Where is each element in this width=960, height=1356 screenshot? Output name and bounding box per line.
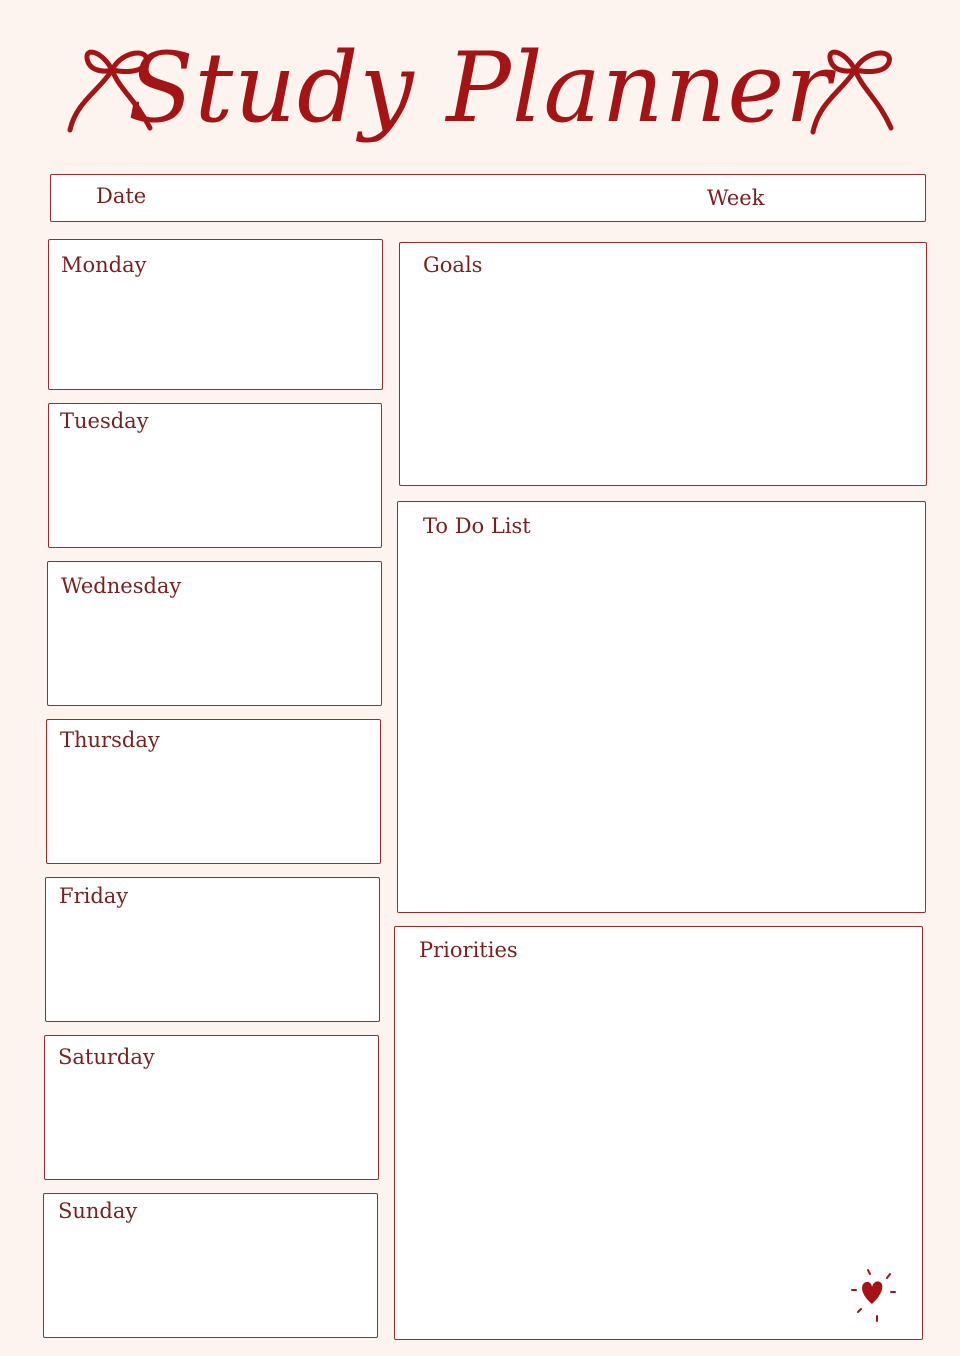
todo-list-box[interactable] xyxy=(397,501,926,913)
day-label: Tuesday xyxy=(60,409,149,433)
todo-list-label: To Do List xyxy=(423,514,531,538)
day-box-saturday[interactable] xyxy=(44,1035,379,1180)
page-title: Study Planner xyxy=(127,32,833,144)
week-label: Week xyxy=(707,186,765,210)
day-box-friday[interactable] xyxy=(45,877,380,1022)
date-label: Date xyxy=(96,184,147,208)
day-label: Wednesday xyxy=(61,574,182,598)
day-box-monday[interactable] xyxy=(48,239,383,390)
day-label: Friday xyxy=(59,884,129,908)
priorities-box[interactable] xyxy=(394,926,923,1340)
day-label: Thursday xyxy=(60,728,160,752)
heart-icon xyxy=(846,1264,898,1322)
day-label: Sunday xyxy=(58,1199,138,1223)
day-box-sunday[interactable] xyxy=(43,1193,378,1338)
date-week-field[interactable] xyxy=(50,174,926,222)
goals-box[interactable] xyxy=(399,242,927,486)
goals-label: Goals xyxy=(423,253,483,277)
day-box-tuesday[interactable] xyxy=(48,403,382,548)
priorities-label: Priorities xyxy=(419,938,518,962)
day-label: Saturday xyxy=(58,1045,155,1069)
day-box-wednesday[interactable] xyxy=(47,561,382,706)
day-label: Monday xyxy=(61,253,147,277)
day-box-thursday[interactable] xyxy=(46,719,381,864)
